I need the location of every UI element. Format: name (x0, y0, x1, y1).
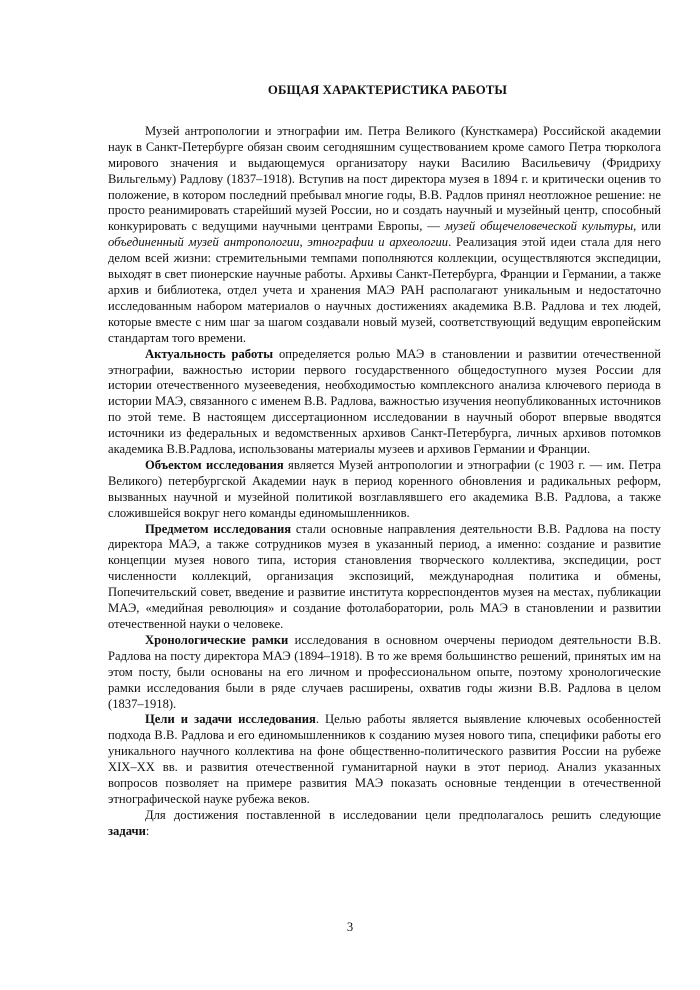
subject-heading: Предметом исследования (145, 521, 292, 536)
object-text: является Музей антропологии и этнографии (с 1903 г. — им. Петра Великого) петербургской Академии наук в период коренного обновления и радикальных реформ, вызванных научной и музейной политикой возглавлявшего его академика В.В. Радлова, а также сложившейся вокруг него команды единомышленников. (108, 457, 661, 520)
subject-text: стали основные направления деятельности В.В. Радлова на посту директора МАЭ, а также сотрудников музея в указанный период, а именно: создание и развитие концепции музея нового типа, история становления творческого коллектива, экспедиции, рост численности коллекций, организация экспозиций, международная политика и обмены, Попечительский совет, введение и развитие института корреспондентов музея на местах, публикации МАЭ, «медийная революция» и создание фотолаборатории, роль МАЭ в становлении и развитии отечественной науки о человеке. (108, 521, 661, 631)
intro-text-b: , или (633, 219, 661, 234)
object-paragraph (108, 458, 661, 522)
intro-text-c: . Реализация этой идеи стала для него делом всей жизни: стремительными темпами пополняются коллекции, осуществляются экспедиции, выходят в свет пионерские научные работы. Архивы Санкт-Петербурга, Франции и Германии, а также архив и библиотека, отдел учета и хранения МАЭ РАН располагают уникальным и недостаточно исследованным набором материалов о научных достижениях академика В.В. Радлова и тех людей, которые вместе с ним шаг за шагом создавали новый музей, соответствующий ведущим европейским стандартам того времени. (108, 235, 661, 345)
chronology-paragraph (108, 633, 661, 713)
subject-paragraph (108, 522, 661, 633)
relevance-text: определяется ролью МАЭ в становлении и развитии отечественной этнографии, важностью истории первого государственного общедоступного музея России для истории отечественного музееведения, необходимостью комплексного анализа ключевого периода в истории МАЭ, связанного с именем В.В. Радлова, важностью изучения неопубликованных источников по этой теме. В настоящем диссертационном исследовании в научный оборот впервые вводятся источники из федеральных и ведомственных архивов Санкт-Петербурга, личных архивов потомков академика В.В.Радлова, использованы материалы музеев и архивов Германии и Франции. (108, 346, 661, 457)
tasks-paragraph (108, 808, 661, 840)
tasks-heading: задачи (108, 823, 146, 838)
chronology-text: исследования в основном очерчены периодом деятельности В.В. Радлова на посту директора МАЭ (1894–1918). В то же время большинство решений, принятых им на этом посту, были основаны на его личном и профессиональном опыте, поэтому хронологические рамки исследования были в ряде случаев расширены, охватив годы жизни В.В. Радлова в целом (1837–1918). (108, 632, 661, 711)
tasks-tail: : (145, 823, 150, 838)
relevance-heading: Актуальность работы (145, 346, 274, 361)
page-title: ОБЩАЯ ХАРАКТЕРИСТИКА РАБОТЫ (267, 83, 508, 97)
goals-text: . Целью работы является выявление ключевых особенностей подхода В.В. Радлова и его единомышленников к созданию музея нового типа, специфики работы его уникального научного коллектива на фоне общественно-политического развития России на рубеже XIX–XX вв. и развития отечественной гуманитарной науки в этот период. Анализ указанных вопросов позволяет на примере развития МАЭ показать основные тенденции в отечественной этнографической науке рубежа веков. (108, 712, 661, 806)
intro-emphasis-2: объединенный музей антропологии, этнографии и археологии (108, 235, 449, 250)
goals-heading: Цели и задачи исследования (145, 712, 316, 727)
object-heading: Объектом исследования (145, 457, 284, 472)
document-page (108, 78, 661, 840)
relevance-paragraph (108, 347, 661, 458)
page-number: 3 (346, 920, 354, 934)
intro-paragraph (108, 124, 661, 347)
chronology-heading: Хронологические рамки (145, 632, 289, 647)
goals-paragraph (108, 712, 661, 807)
intro-text-a: Музей антропологии и этнографии им. Петра Великого (Кунсткамера) Российской академии наук в Санкт-Петербурге обязан своим сегодняшним существованием кроме самого Петра тюрколога мирового значения и выдающемуся организатору науки Василию Васильевичу (Фридриху Вильгельму) Радлову (1837–1918). Вступив на пост директора музея в 1894 г. и критически оценив то положение, в котором последний пребывал многие годы, В.В. Радлов принял неотложное решение: не просто реанимировать старейший музей России, но и создать научный и музейный центр, способный конкурировать с ведущими научными центрами Европы, — (108, 123, 661, 234)
intro-emphasis-1: музей общечеловеческой культуры (444, 219, 634, 234)
tasks-text: Для достижения поставленной в исследовании цели предполагалось решить следующие (145, 807, 661, 822)
